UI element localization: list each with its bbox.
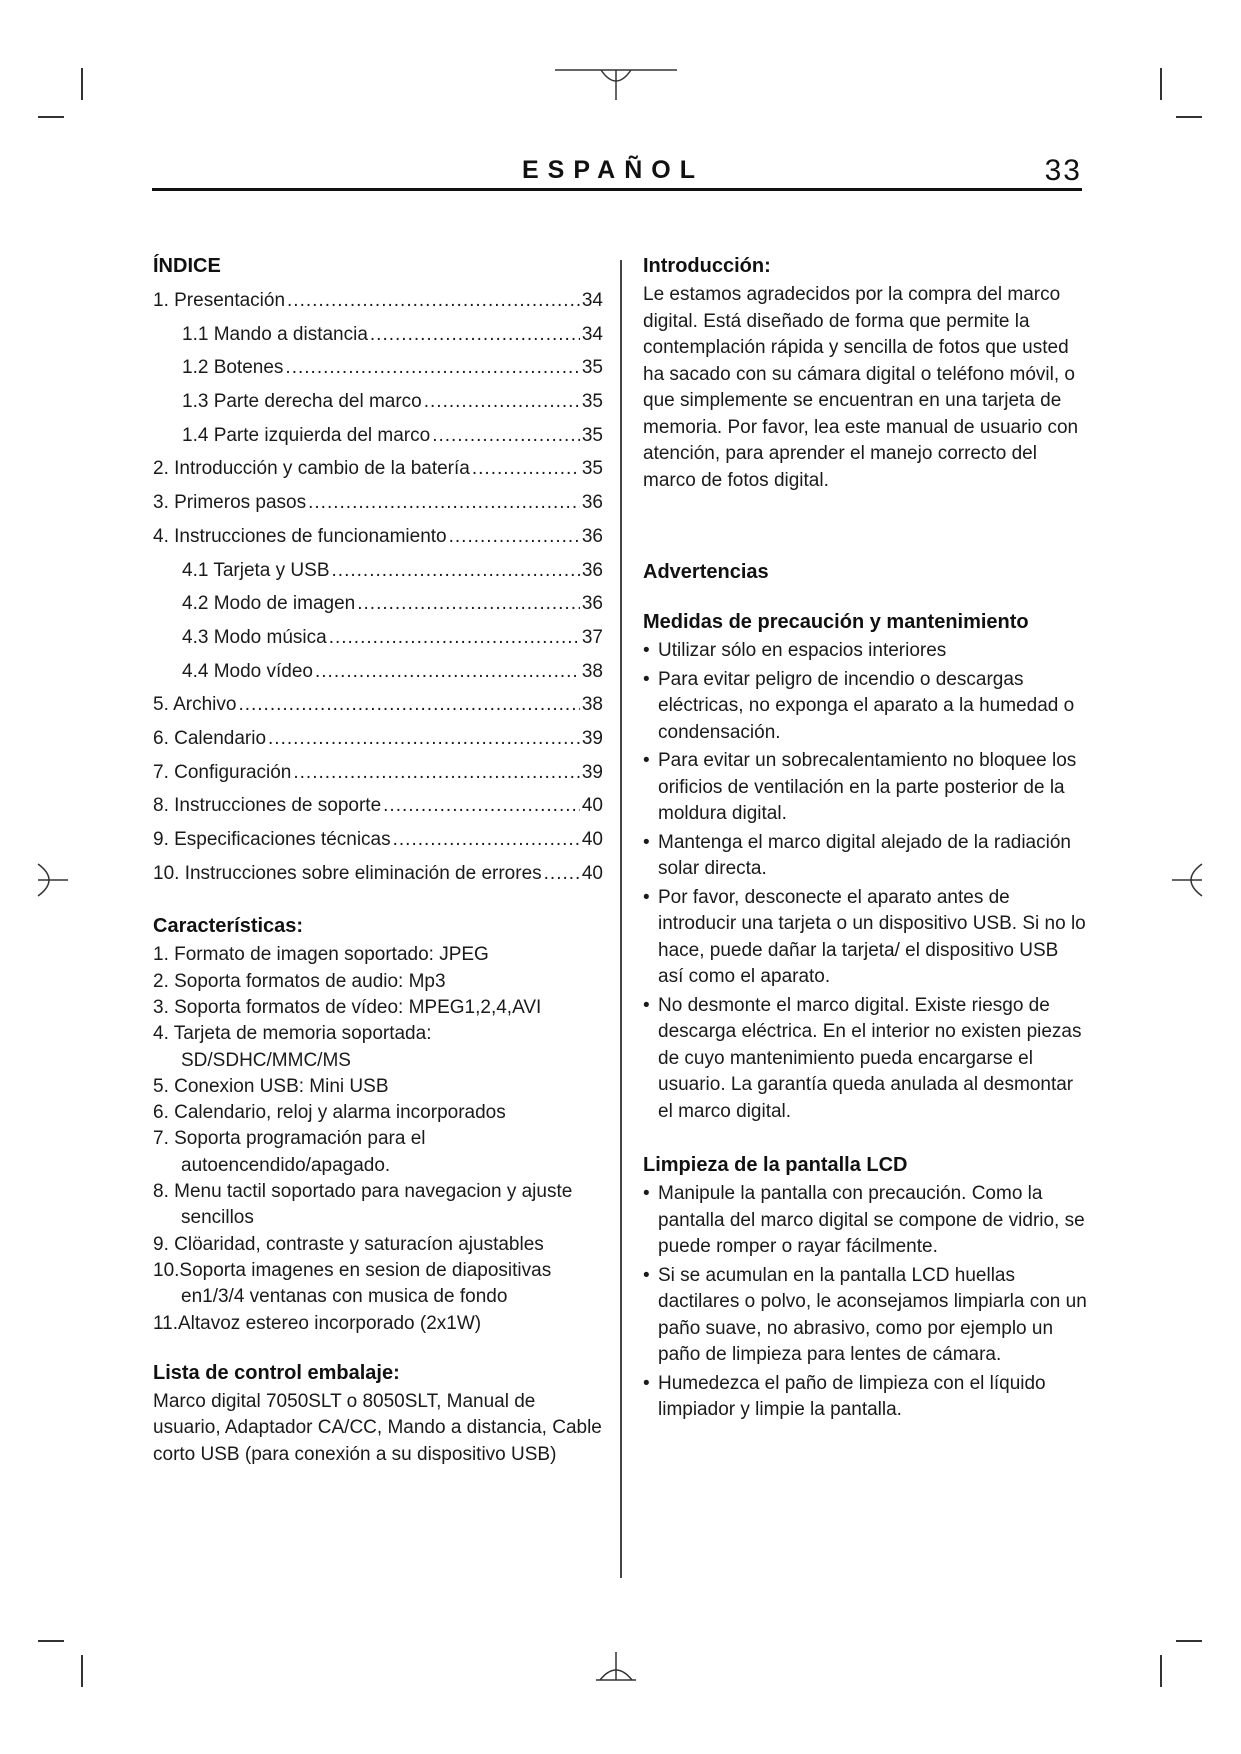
toc-entry[interactable]: 4.4 Modo vídeo ..... 38 <box>153 655 603 689</box>
precaution-item: • No desmonte el marco digital. Existe riesgo de descarga eléctrica. En el interior no existen piezas de cuyo mantenimiento pueda encargarse el usuario. La garantía queda anulada al desmontar el marco digital. <box>643 994 1082 1122</box>
table-of-contents <box>153 284 603 890</box>
cleaning-title: Limpieza de la pantalla LCD <box>643 1154 908 1176</box>
feature-item: 9. Clöaridad, contraste y saturacíon ajustables <box>153 1233 544 1255</box>
page-header <box>152 150 1082 191</box>
crop-mark <box>1176 1640 1202 1642</box>
right-column <box>643 252 1088 1426</box>
registration-mark-bottom <box>596 1650 636 1684</box>
left-column <box>153 252 603 1468</box>
toc-entry[interactable]: 4.2 Modo de imagen ..... 36 <box>153 587 603 621</box>
toc-entry[interactable]: 3. Primeros pasos ..... 36 <box>153 486 603 520</box>
crop-mark <box>1160 1655 1162 1687</box>
toc-entry[interactable]: 1.1 Mando a distancia ..... 34 <box>153 318 603 352</box>
precautions-title: Medidas de precaución y mantenimiento <box>643 611 1029 633</box>
toc-entry[interactable]: 2. Introducción y cambio de la batería ..... 35 <box>153 452 603 486</box>
registration-mark-right <box>1170 860 1206 900</box>
features-list <box>153 942 603 1336</box>
page-number: 33 <box>1044 154 1082 187</box>
toc-entry[interactable]: 10. Instrucciones sobre eliminación de errores ..... 40 <box>153 857 603 891</box>
crop-mark <box>81 68 83 100</box>
feature-item: 3. Soporta formatos de vídeo: MPEG1,2,4,AVI <box>153 996 542 1018</box>
crop-mark <box>38 116 64 118</box>
feature-item: 4. Tarjeta de memoria soportada: SD/SDHC/MMC/MS <box>153 1023 432 1071</box>
toc-entry[interactable]: 4. Instrucciones de funcionamiento ..... 36 <box>153 520 603 554</box>
toc-entry[interactable]: 1.4 Parte izquierda del marco ..... 35 <box>153 419 603 453</box>
toc-entry[interactable]: 1.3 Parte derecha del marco ..... 35 <box>153 385 603 419</box>
index-title: ÍNDICE <box>153 255 221 277</box>
precautions-list <box>643 638 1088 1125</box>
feature-item: 11.Altavoz estereo incorporado (2x1W) <box>153 1312 482 1334</box>
feature-item: 2. Soporta formatos de audio: Mp3 <box>153 970 446 992</box>
cleaning-list <box>643 1181 1088 1424</box>
intro-title: Introducción: <box>643 255 771 277</box>
precaution-item: • Utilizar sólo en espacios interiores <box>643 640 947 661</box>
toc-entry[interactable]: 8. Instrucciones de soporte ..... 40 <box>153 789 603 823</box>
column-divider <box>620 260 622 1578</box>
toc-entry[interactable]: 6. Calendario ..... 39 <box>153 722 603 756</box>
features-title: Características: <box>153 915 304 938</box>
registration-mark-top <box>555 64 685 104</box>
crop-mark <box>1176 116 1202 118</box>
feature-item: 7. Soporta programación para el autoencendido/apagado. <box>153 1128 426 1176</box>
feature-item: 6. Calendario, reloj y alarma incorporados <box>153 1102 506 1124</box>
feature-item: 1. Formato de imagen soportado: JPEG <box>153 944 489 966</box>
package-text: Marco digital 7050SLT o 8050SLT, Manual de usuario, Adaptador CA/CC, Mando a distancia, Cable corto USB (para conexión a su dispositivo USB) <box>153 1390 602 1465</box>
toc-entry[interactable]: 9. Especificaciones técnicas ..... 40 <box>153 823 603 857</box>
registration-mark-left <box>34 860 70 900</box>
feature-item: 5. Conexion USB: Mini USB <box>153 1075 389 1097</box>
feature-item: 10.Soporta imagenes en sesion de diapositivas en1/3/4 ventanas con musica de fondo <box>153 1259 552 1308</box>
crop-mark <box>38 1640 64 1642</box>
cleaning-item: • Humedezca el paño de limpieza con el líquido limpiador y limpie la pantalla. <box>643 1372 1046 1420</box>
toc-entry[interactable]: 4.3 Modo música ..... 37 <box>153 621 603 655</box>
warnings-title: Advertencias <box>643 561 769 583</box>
toc-entry[interactable]: 1. Presentación ..... 34 <box>153 284 603 318</box>
precaution-item: • Por favor, desconecte el aparato antes de introducir una tarjeta o un dispositivo USB. Si no lo hace, puede dañar la tarjeta/ el dispositivo USB así como el aparato. <box>643 886 1086 987</box>
package-title: Lista de control embalaje: <box>153 1361 400 1384</box>
intro-text: Le estamos agradecidos por la compra del marco digital. Está diseñado de forma que permite la contemplación rápida y sencilla de fotos que usted ha sacado con su cámara digital o teléfono móvil, o que simplemente se encuentran en una tarjeta de memoria. Por favor, lea este manual de usuario con atención, para aprender el manejo correcto del marco de fotos digital. <box>643 284 1079 491</box>
toc-entry[interactable]: 5. Archivo ..... 38 <box>153 688 603 722</box>
toc-entry[interactable]: 7. Configuración ..... 39 <box>153 756 603 790</box>
feature-item: 8. Menu tactil soportado para navegacion y ajuste sencillos <box>153 1181 573 1229</box>
crop-mark <box>81 1655 83 1687</box>
crop-mark <box>1160 68 1162 100</box>
cleaning-item: • Manipule la pantalla con precaución. Como la pantalla del marco digital se compone de vidrio, se puede romper o rayar fácilmente. <box>643 1183 1085 1257</box>
precaution-item: • Mantenga el marco digital alejado de la radiación solar directa. <box>643 831 1071 879</box>
cleaning-item: • Si se acumulan en la pantalla LCD huellas dactilares o polvo, le aconsejamos limpiarla con un paño suave, no abrasivo, como por ejemplo un paño de limpieza para lentes de cámara. <box>643 1264 1087 1365</box>
precaution-item: • Para evitar un sobrecalentamiento no bloquee los orificios de ventilación en la parte posterior de la moldura digital. <box>643 750 1077 824</box>
toc-entry[interactable]: 1.2 Botenes ..... 35 <box>153 351 603 385</box>
toc-entry[interactable]: 4.1 Tarjeta y USB ..... 36 <box>153 554 603 588</box>
language-title: ESPAÑOL <box>522 156 704 184</box>
precaution-item: • Para evitar peligro de incendio o descargas eléctricas, no exponga el aparato a la humedad o condensación. <box>643 668 1075 743</box>
